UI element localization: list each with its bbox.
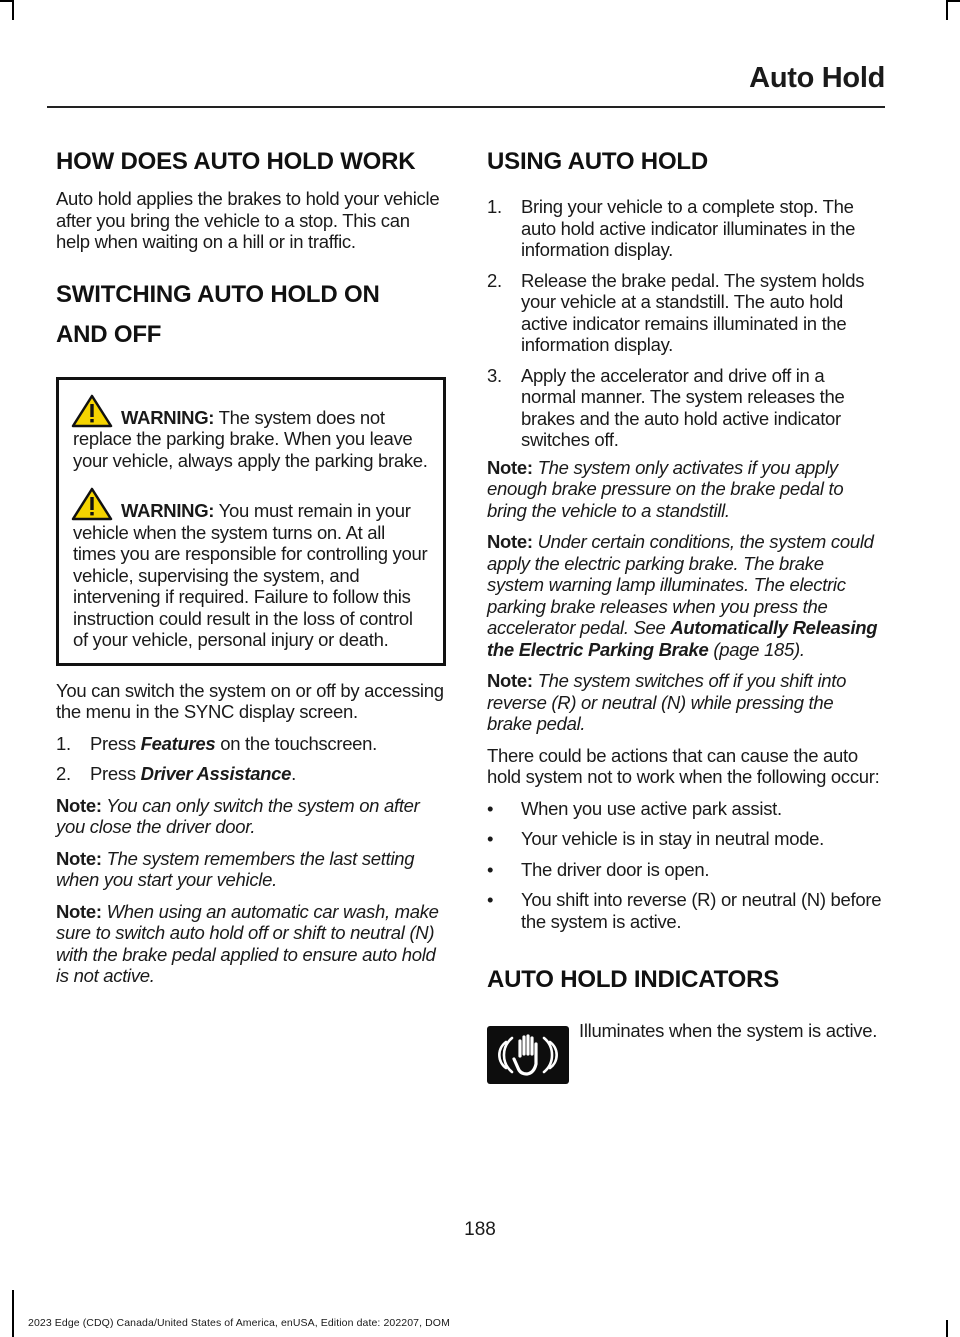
note-remembers-setting: Note: The system remembers the last setting when you start your vehicle.	[56, 847, 415, 890]
note-shift-reverse: Note: The system switches off if you shift into reverse (R) or neutral (N) while pressing the brake pedal.	[487, 670, 847, 734]
section-heading-switching: SWITCHING AUTO HOLD ON AND OFF	[56, 280, 380, 348]
conditions-list	[487, 798, 882, 933]
indicator-row	[487, 1020, 882, 1080]
note-brake-pressure: Note: The system only activates if you apply enough brake pressure on the brake pedal to bring the vehicle to a standstill.	[487, 456, 844, 521]
warning-triangle-icon	[71, 487, 113, 521]
cross-reference-link[interactable]: Automatically Releasing the Electric Parking Brake	[487, 617, 878, 660]
warning-parking-brake: WARNING: The system does not replace the parking brake. When you leave your vehicle, always apply the parking brake.	[73, 394, 431, 472]
right-column	[487, 142, 882, 1080]
section-heading-indicators: AUTO HOLD INDICATORS	[487, 966, 780, 993]
switch-intro-paragraph: You can switch the system on or off by accessing the menu in the SYNC display screen.	[56, 679, 444, 722]
switch-steps-list	[56, 733, 446, 785]
warning-box	[56, 377, 446, 666]
list-item: • The driver door is open.	[487, 858, 710, 880]
crop-mark	[948, 0, 960, 2]
footer-edition-line: 2023 Edge (CDQ) Canada/United States of America, enUSA, Edition date: 202207, DOM	[28, 1317, 450, 1329]
crop-mark	[12, 1290, 14, 1337]
left-column	[56, 142, 446, 987]
page-title: Auto Hold	[749, 62, 885, 94]
crop-mark	[12, 0, 14, 20]
section-heading-using: USING AUTO HOLD	[487, 148, 709, 175]
list-item: • You shift into reverse (R) or neutral (N) before the system is active.	[487, 889, 882, 932]
note-car-wash: Note: When using an automatic car wash, make sure to switch auto hold off or shift to neutral (N) with the brake pedal applied to ensure auto hold is not active.	[56, 900, 439, 986]
list-item: 1. Bring your vehicle to a complete stop. The auto hold active indicator illuminates in the information display.	[487, 196, 856, 260]
note-electric-parking-brake: Note: Under certain conditions, the system could apply the electric parking brake. The brake system warning lamp illuminates. The electric parking brake releases when you press the accelerator pedal. See Automatically Releasing the Electric Parking Brake (page 185).	[487, 531, 878, 660]
using-steps-list	[487, 196, 882, 451]
auto-hold-hand-icon	[487, 1026, 569, 1084]
crop-mark	[0, 0, 12, 2]
note-driver-door: Note: You can only switch the system on after you close the driver door.	[56, 794, 420, 837]
list-item: • Your vehicle is in stay in neutral mode.	[487, 828, 825, 849]
list-item: 2. Press Driver Assistance.	[56, 763, 297, 784]
warning-triangle-icon	[71, 394, 113, 428]
page-number: 188	[464, 1219, 496, 1240]
list-item: • When you use active park assist.	[487, 797, 782, 819]
warning-remain-in-vehicle: WARNING: You must remain in your vehicle when the system turns on. At all times you are responsible for controlling your vehicle, supervising the system, and intervening if required. Failure to follow this instruction could result in the loss of control of your vehicle, personal injury or death.	[73, 487, 431, 651]
page-header	[47, 58, 885, 108]
list-item: 3. Apply the accelerator and drive off in a normal manner. The system releases the brakes and the auto hold active indicator switches off.	[487, 364, 845, 450]
list-item: 2. Release the brake pedal. The system holds your vehicle at a standstill. The auto hold active indicator remains illuminated in the information display.	[487, 269, 865, 355]
auto-hold-hand-icon	[487, 1026, 569, 1084]
actions-intro-paragraph: There could be actions that can cause the auto hold system not to work when the following occur:	[487, 744, 880, 787]
indicator-description: Illuminates when the system is active.	[579, 1020, 878, 1041]
crop-mark	[946, 1320, 948, 1337]
list-item: 1. Press Features on the touchscreen.	[56, 732, 377, 754]
crop-mark	[946, 0, 948, 20]
intro-paragraph: Auto hold applies the brakes to hold your vehicle after you bring the vehicle to a stop. This can help when waiting on a hill or in traffic.	[56, 188, 440, 252]
section-heading-how-it-works: HOW DOES AUTO HOLD WORK	[56, 148, 416, 175]
